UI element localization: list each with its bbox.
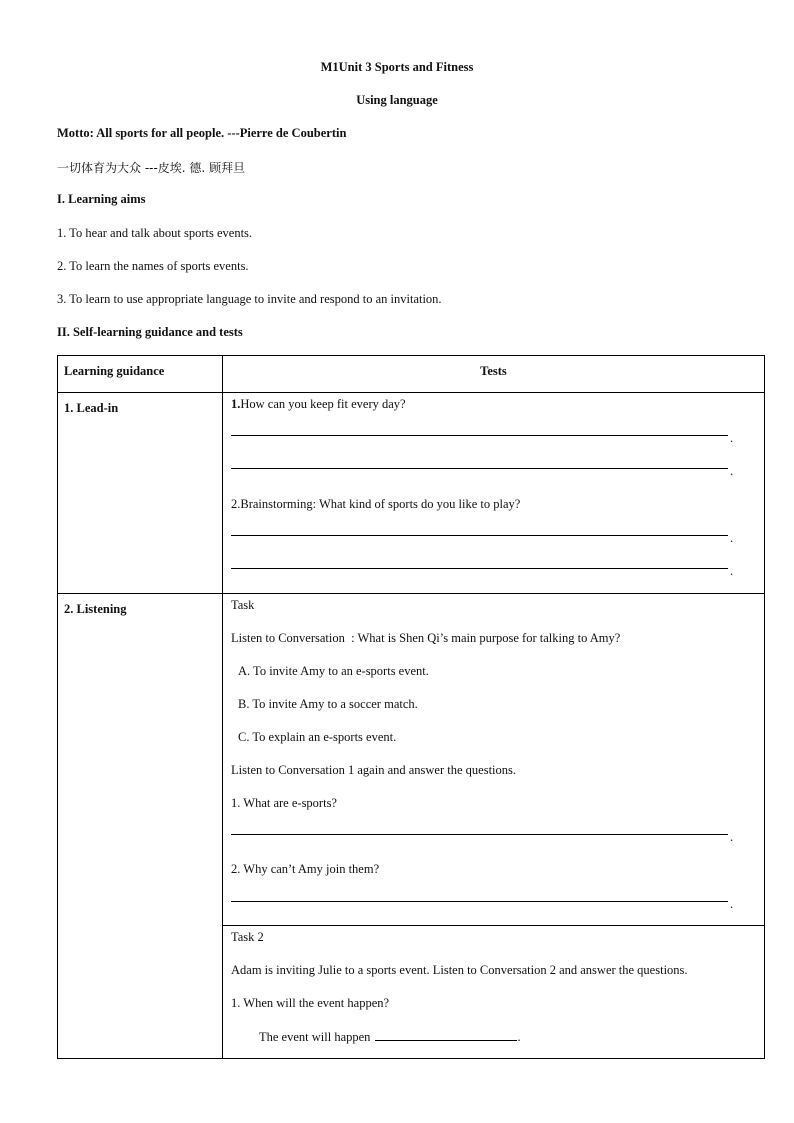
cell-leadin-label [58,393,223,594]
answer-line[interactable] [231,834,728,835]
cell-listening-task2 [223,926,765,1059]
section-learning-aims-heading: I. Learning aims [57,192,146,206]
learning-aim-1: 1. To hear and talk about sports events. [57,226,253,240]
task1-question-1: 1. What are e-sports? [231,796,337,810]
section-self-learning-heading: II. Self-learning guidance and tests [57,325,243,339]
document-title: M1Unit 3 Sports and Fitness [320,60,474,74]
column-header-guidance: Learning guidance [64,364,165,378]
table-header-row [58,356,765,393]
answer-line[interactable] [231,468,728,469]
table-row-listening [58,594,765,926]
option-b: B. To invite Amy to a soccer match. [238,697,418,711]
motto-chinese: 一切体育为大众 ---皮埃. 德. 顾拜旦 [57,161,246,175]
guidance-tests-table [57,355,765,1059]
leadin-question-1-text: How can you keep fit every day? [240,397,406,411]
task2-answer-1 [259,1029,521,1045]
column-header-tests: Tests [480,364,507,378]
task1-question-2: 2. Why can’t Amy join them? [231,862,380,876]
guidance-leadin: 1. Lead-in [64,401,119,415]
cell-listening-task1 [223,594,765,926]
option-c: C. To explain an e-sports event. [238,730,397,744]
line-end-period: . [730,431,734,445]
answer-blank[interactable] [375,1029,517,1041]
answer-line[interactable] [231,568,728,569]
guidance-listening: 2. Listening [64,602,127,616]
cell-listening-label [58,594,223,1059]
table-row-leadin [58,393,765,594]
task2-prompt: Adam is inviting Julie to a sports event. Listen to Conversation 2 and answer the questions. [231,963,688,977]
line-end-period: . [730,531,734,545]
task2-question-1: 1. When will the event happen? [231,996,390,1010]
document-subtitle: Using language [356,93,438,107]
answer-line[interactable] [231,435,728,436]
learning-aim-3: 3. To learn to use appropriate language to invite and respond to an invitation. [57,292,442,306]
header-cell-guidance [58,356,223,393]
cell-leadin-tests [223,393,765,594]
task2-title: Task 2 [231,930,264,944]
header-cell-tests [223,356,765,393]
leadin-question-1-number: 1. [231,397,241,411]
answer-line[interactable] [231,901,728,902]
leadin-question-2: 2.Brainstorming: What kind of sports do you like to play? [231,497,521,511]
task2-answer-suffix: . [517,1030,521,1044]
task1-prompt: Listen to Conversation : What is Shen Qi’s main purpose for talking to Amy? [231,631,621,645]
learning-aim-2: 2. To learn the names of sports events. [57,259,249,273]
line-end-period: . [730,830,734,844]
motto-english: Motto: All sports for all people. ---Pierre de Coubertin [57,126,347,140]
line-end-period: . [730,564,734,578]
task1-title: Task [231,598,255,612]
task2-answer-prefix: The event will happen [259,1030,371,1044]
task1-again-instruction: Listen to Conversation 1 again and answer the questions. [231,763,517,777]
line-end-period: . [730,464,734,478]
leadin-question-1 [231,397,406,412]
line-end-period: . [730,897,734,911]
answer-line[interactable] [231,535,728,536]
option-a: A. To invite Amy to an e-sports event. [238,664,429,678]
